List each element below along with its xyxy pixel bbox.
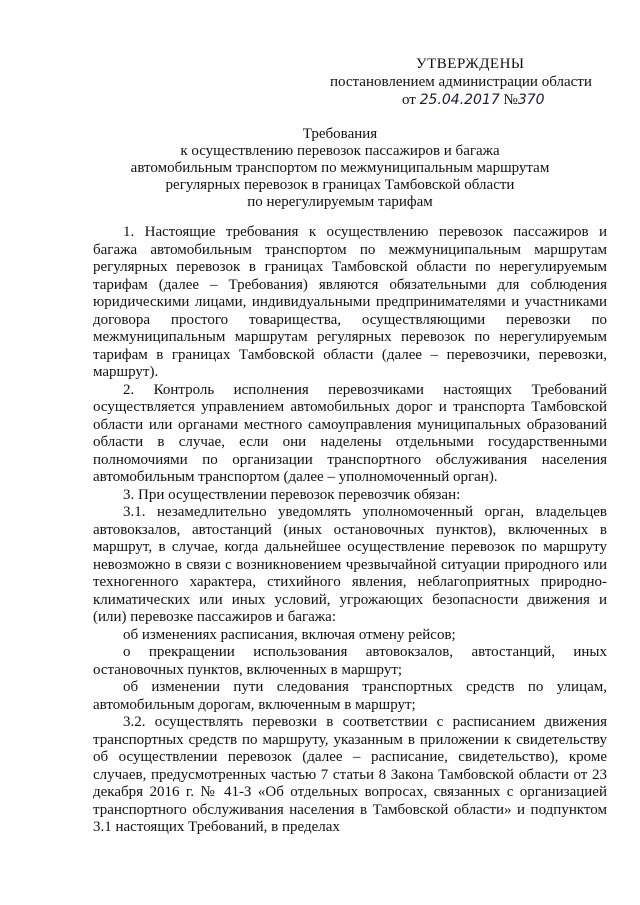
title-line: автомобильным транспортом по межмуниципальным маршрутам	[130, 160, 550, 176]
title-line: по нерегулируемым тарифам	[247, 194, 433, 210]
handwritten-number: 370	[517, 92, 545, 108]
approval-block	[330, 55, 610, 109]
approved-heading: УТВЕРЖДЕНЫ	[416, 56, 525, 72]
title-line: Требования	[302, 126, 378, 142]
date-prefix: от	[402, 92, 416, 108]
paragraph-3-1: 3.1. незамедлительно уведомлять уполномоченный орган, владельцев автовокзалов, автостанций (иных остановочных пунктов), включенных в маршрут, в случае, когда дальнейшее осуществление перевозок по маршруту невозможно в связи с возникновением чрезвычайной ситуации природного или техногенного характера, стихийного явления, неблагоприятных природно-климатических или иных условий, угрожающих безопасности движения и (или) перевозке пассажиров и багажа:	[93, 504, 607, 625]
decree-date-line	[402, 91, 610, 109]
document-body	[93, 224, 607, 837]
handwritten-date: 25.04.2017	[419, 92, 500, 108]
paragraph-3-2: 3.2. осуществлять перевозки в соответствии с расписанием движения транспортных средств по маршруту, указанным в приложении к свидетельству об осуществлении перевозок (далее – расписание, свидетельство), кроме случаев, предусмотренных частью 7 статьи 8 Закона Тамбовской области от 23 декабря 2016 г. № 41-З «Об отдельных вопросах, связанных с организацией транспортного обслуживания населения в Тамбовской области» и подпунктом 3.1 настоящих Требований, в пределах	[93, 714, 607, 835]
list-item-route-changes: об изменении пути следования транспортных средств по улицам, автомобильным дорогам, включенным в маршрут;	[93, 679, 607, 713]
paragraph-1: 1. Настоящие требования к осуществлению перевозок пассажиров и багажа автомобильным транспортом по межмуниципальным маршрутам регулярных перевозок в границах Тамбовской области по нерегулируемым тарифам (далее – Требования) являются обязательными для соблюдения юридическими лицами, индивидуальными предпринимателями и участниками договора простого товарищества, осуществляющими перевозки по межмуниципальным маршрутам регулярных перевозок по нерегулируемым тарифам в границах Тамбовской области (далее – перевозчики, перевозки, маршрут).	[93, 224, 607, 380]
number-prefix: №	[503, 92, 518, 108]
list-item-schedule-changes: об изменениях расписания, включая отмену рейсов;	[123, 626, 456, 643]
list-item-stations: о прекращении использования автовокзалов, автостанций, иных остановочных пунктов, включенных в маршрут;	[93, 644, 607, 678]
paragraph-3: 3. При осуществлении перевозок перевозчик обязан:	[123, 486, 461, 503]
paragraph-2: 2. Контроль исполнения перевозчиками настоящих Требований осуществляется управлением автомобильных дорог и транспорта Тамбовской области или органами местного самоуправления муниципальных образований области в случае, если они наделены отдельными государственными полномочиями по организации транспортного обслуживания населения автомобильным транспортом (далее – уполномоченный орган).	[93, 381, 607, 485]
title-line: к осуществлению перевозок пассажиров и багажа	[180, 143, 500, 159]
title-line: регулярных перевозок в границах Тамбовской области	[165, 177, 515, 193]
document-title	[110, 126, 570, 211]
decree-line: постановлением администрации области	[330, 74, 592, 90]
